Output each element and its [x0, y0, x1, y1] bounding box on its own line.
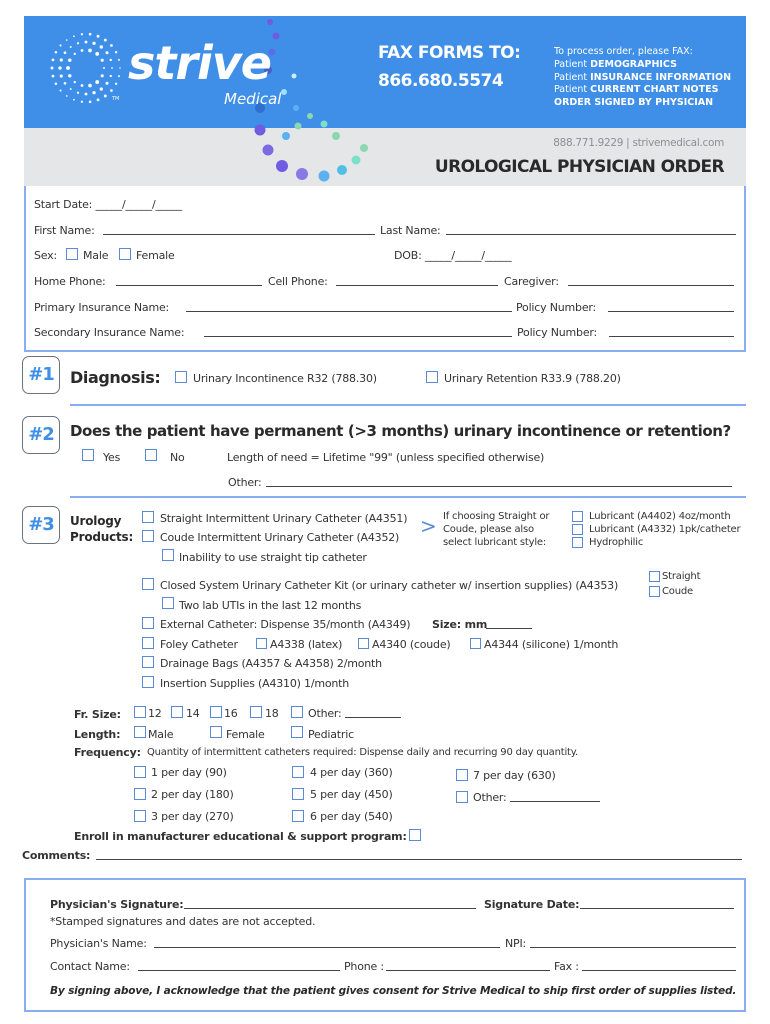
external-catheter-label: External Catheter: Dispense 35/month (A4349)	[160, 618, 411, 631]
policy-number-1-label: Policy Number:	[516, 301, 597, 314]
closed-system-kit-label: Closed System Urinary Catheter Kit (or urinary catheter w/ insertion supplies) (A4353)	[160, 579, 619, 592]
last-name-label: Last Name:	[380, 224, 441, 237]
insertion-supplies-checkbox[interactable]	[142, 676, 154, 688]
freq-4-label: 4 per day (360)	[310, 766, 393, 779]
freq-4-checkbox[interactable]	[292, 766, 304, 778]
length-pediatric-checkbox[interactable]	[291, 726, 303, 738]
freq-2-label: 2 per day (180)	[151, 788, 234, 801]
straight-catheter-label: Straight Intermittent Urinary Catheter (A4351)	[160, 512, 408, 525]
hydrophilic-label: Hydrophilic	[589, 537, 644, 548]
npi-label: NPI:	[505, 937, 527, 950]
fax-label: Fax :	[554, 960, 579, 973]
brand-logo-sub: Medical	[224, 90, 282, 108]
fr-size-14-checkbox[interactable]	[171, 706, 183, 718]
hydrophilic-checkbox[interactable]	[572, 537, 583, 548]
length-female-checkbox[interactable]	[210, 726, 222, 738]
consent-statement: By signing above, I acknowledge that the patient gives consent for Strive Medical to ship first order of supplies listed.	[50, 985, 737, 997]
external-catheter-checkbox[interactable]	[142, 617, 154, 629]
closed-system-straight-label: Straight	[662, 571, 701, 582]
freq-3-checkbox[interactable]	[134, 810, 146, 822]
trademark: TM	[112, 96, 120, 102]
fax-number: 866.680.5574	[378, 71, 504, 91]
cell-phone-field[interactable]	[336, 285, 498, 286]
section-1-badge: #1	[22, 356, 60, 394]
frequency-note: Quantity of intermittent catheters required: Dispense daily and recurring 90 day quantity.	[147, 747, 579, 758]
coude-catheter-checkbox[interactable]	[142, 530, 154, 542]
enroll-label: Enroll in manufacturer educational & support program:	[74, 830, 407, 843]
fax-instructions	[554, 46, 744, 110]
signature-date-label: Signature Date:	[484, 898, 580, 911]
urology-heading-1: Urology	[70, 514, 122, 528]
size-mm-label: Size: mm	[432, 618, 488, 631]
fr-size-16-label: 16	[224, 707, 238, 720]
foley-a4340-label: A4340 (coude)	[372, 638, 451, 651]
home-phone-field[interactable]	[116, 285, 262, 286]
length-male-checkbox[interactable]	[134, 726, 146, 738]
start-date-label[interactable]: Start Date: _____/_____/_____	[34, 198, 182, 211]
primary-insurance-field[interactable]	[186, 311, 512, 312]
comments-field[interactable]	[96, 859, 742, 860]
comments-label: Comments:	[22, 849, 91, 862]
page-title: UROLOGICAL PHYSICIAN ORDER	[434, 157, 724, 177]
fax-info-line: Patient CURRENT CHART NOTES	[554, 84, 719, 96]
inability-straight-tip-checkbox[interactable]	[162, 549, 174, 561]
caregiver-label: Caregiver:	[504, 275, 559, 288]
freq-2-checkbox[interactable]	[134, 788, 146, 800]
first-name-field[interactable]	[103, 234, 375, 235]
lubricant-a4332-label: Lubricant (A4332) 1pk/catheter	[589, 524, 741, 535]
npi-field[interactable]	[530, 947, 736, 948]
physician-signature-label: Physician's Signature:	[50, 898, 184, 911]
policy-number-1-field[interactable]	[608, 311, 734, 312]
straight-catheter-checkbox[interactable]	[142, 511, 154, 523]
diagnosis-retention-label: Urinary Retention R33.9 (788.20)	[444, 372, 621, 385]
two-lab-utis-checkbox[interactable]	[162, 597, 174, 609]
signature-date-field[interactable]	[580, 908, 734, 909]
fr-size-12-label: 12	[148, 707, 162, 720]
freq-5-checkbox[interactable]	[292, 788, 304, 800]
fr-size-18-checkbox[interactable]	[250, 706, 262, 718]
permanent-yes-label: Yes	[103, 451, 121, 464]
physician-name-label: Physician's Name:	[50, 937, 147, 950]
freq-7-label: 7 per day (630)	[473, 769, 556, 782]
diagnosis-retention-checkbox[interactable]	[426, 371, 438, 383]
lubricant-note: select lubricant style:	[443, 537, 547, 548]
foley-a4338-label: A4338 (latex)	[270, 638, 343, 651]
fax-field[interactable]	[582, 970, 736, 971]
freq-6-label: 6 per day (540)	[310, 810, 393, 823]
physician-name-field[interactable]	[154, 947, 500, 948]
lubricant-a4402-label: Lubricant (A4402) 4oz/month	[589, 511, 731, 522]
drainage-bags-checkbox[interactable]	[142, 656, 154, 668]
contact-name-field[interactable]	[138, 970, 340, 971]
secondary-insurance-field[interactable]	[204, 336, 512, 337]
closed-system-coude-checkbox[interactable]	[649, 586, 660, 597]
sex-female-checkbox[interactable]	[119, 248, 131, 260]
freq-1-checkbox[interactable]	[134, 766, 146, 778]
caregiver-field[interactable]	[568, 285, 734, 286]
permanent-no-checkbox[interactable]	[145, 449, 157, 461]
fax-info-line: To process order, please FAX:	[554, 46, 693, 57]
dob-label[interactable]: DOB: _____/_____/_____	[394, 249, 512, 262]
cell-phone-label: Cell Phone:	[268, 275, 328, 288]
lubricant-a4402-checkbox[interactable]	[572, 511, 583, 522]
fax-info-line: ORDER SIGNED BY PHYSICIAN	[554, 97, 714, 109]
fax-info-line: Patient DEMOGRAPHICS	[554, 58, 677, 70]
permanent-yes-checkbox[interactable]	[82, 449, 94, 461]
freq-7-checkbox[interactable]	[456, 769, 468, 781]
contact-name-label: Contact Name:	[50, 960, 130, 973]
stamp-note: *Stamped signatures and dates are not accepted.	[50, 915, 316, 928]
first-name-label: First Name:	[34, 224, 95, 237]
foley-a4338-checkbox[interactable]	[256, 638, 267, 649]
freq-other-field[interactable]	[510, 801, 600, 802]
fr-size-label: Fr. Size:	[74, 708, 121, 721]
diagnosis-incontinence-checkbox[interactable]	[175, 371, 187, 383]
closed-system-coude-label: Coude	[662, 586, 693, 597]
two-lab-utis-label: Two lab UTIs in the last 12 months	[179, 599, 362, 612]
section-3-badge: #3	[22, 506, 60, 544]
foley-catheter-label: Foley Catheter	[160, 638, 238, 651]
freq-5-label: 5 per day (450)	[310, 788, 393, 801]
fr-size-other-field[interactable]	[345, 717, 401, 718]
primary-insurance-label: Primary Insurance Name:	[34, 301, 170, 314]
freq-other-label: Other:	[473, 791, 507, 804]
length-female-label: Female	[226, 728, 265, 741]
permanent-no-label: No	[170, 451, 185, 464]
sex-female-label: Female	[136, 249, 175, 262]
closed-system-straight-checkbox[interactable]	[649, 571, 660, 582]
phone-field[interactable]	[386, 970, 550, 971]
foley-a4340-checkbox[interactable]	[358, 638, 369, 649]
frequency-label: Frequency:	[74, 746, 141, 759]
sex-male-label: Male	[83, 249, 109, 262]
home-phone-label: Home Phone:	[34, 275, 106, 288]
permanent-question-heading: Does the patient have permanent (>3 months) urinary incontinence or retention?	[70, 422, 731, 440]
section-2-badge: #2	[22, 416, 60, 454]
diagnosis-incontinence-label: Urinary Incontinence R32 (788.30)	[193, 372, 377, 385]
other-label: Other:	[228, 476, 262, 489]
last-name-field[interactable]	[446, 234, 736, 235]
fax-info-line: Patient INSURANCE INFORMATION	[554, 71, 732, 83]
length-of-need-text: Length of need = Lifetime "99" (unless specified otherwise)	[227, 451, 545, 464]
brand-logo-text: strive	[128, 36, 272, 90]
foley-catheter-checkbox[interactable]	[142, 637, 154, 649]
contact-info: 888.771.9229 | strivemedical.com	[553, 137, 724, 149]
coude-catheter-label: Coude Intermittent Urinary Catheter (A4352)	[160, 531, 400, 544]
length-pediatric-label: Pediatric	[308, 728, 354, 741]
chevron-right-icon: >	[420, 514, 437, 538]
enroll-checkbox[interactable]	[409, 829, 421, 841]
policy-number-2-field[interactable]	[609, 336, 734, 337]
drainage-bags-label: Drainage Bags (A4357 & A4358) 2/month	[160, 657, 382, 670]
fr-size-16-checkbox[interactable]	[210, 706, 222, 718]
section-divider	[70, 404, 746, 406]
size-mm-field[interactable]	[486, 628, 532, 629]
physician-signature-field[interactable]	[184, 908, 476, 909]
sex-male-checkbox[interactable]	[66, 248, 78, 260]
freq-1-label: 1 per day (90)	[151, 766, 227, 779]
lubricant-a4332-checkbox[interactable]	[572, 524, 583, 535]
fr-size-other-checkbox[interactable]	[291, 706, 303, 718]
lubricant-note: If choosing Straight or	[443, 511, 550, 522]
secondary-insurance-label: Secondary Insurance Name:	[34, 326, 185, 339]
freq-other-checkbox[interactable]	[456, 791, 468, 803]
fr-size-18-label: 18	[265, 707, 279, 720]
foley-a4344-checkbox[interactable]	[470, 638, 481, 649]
urology-heading-2: Products:	[70, 530, 134, 544]
section-divider	[70, 496, 746, 498]
fax-title: FAX FORMS TO:	[378, 43, 521, 63]
diagnosis-heading: Diagnosis:	[70, 368, 161, 387]
other-field[interactable]	[266, 486, 732, 487]
sex-label: Sex:	[34, 249, 57, 262]
fr-size-other-label: Other:	[308, 707, 342, 720]
fr-size-12-checkbox[interactable]	[134, 706, 146, 718]
policy-number-2-label: Policy Number:	[517, 326, 598, 339]
fr-size-14-label: 14	[186, 707, 200, 720]
freq-6-checkbox[interactable]	[292, 810, 304, 822]
foley-a4344-label: A4344 (silicone) 1/month	[484, 638, 619, 651]
length-label: Length:	[74, 728, 121, 741]
closed-system-kit-checkbox[interactable]	[142, 578, 154, 590]
lubricant-note: Coude, please also	[443, 524, 534, 535]
phone-label: Phone :	[344, 960, 384, 973]
inability-straight-tip-label: Inability to use straight tip catheter	[179, 551, 367, 564]
length-male-label: Male	[148, 728, 174, 741]
insertion-supplies-label: Insertion Supplies (A4310) 1/month	[160, 677, 350, 690]
freq-3-label: 3 per day (270)	[151, 810, 234, 823]
